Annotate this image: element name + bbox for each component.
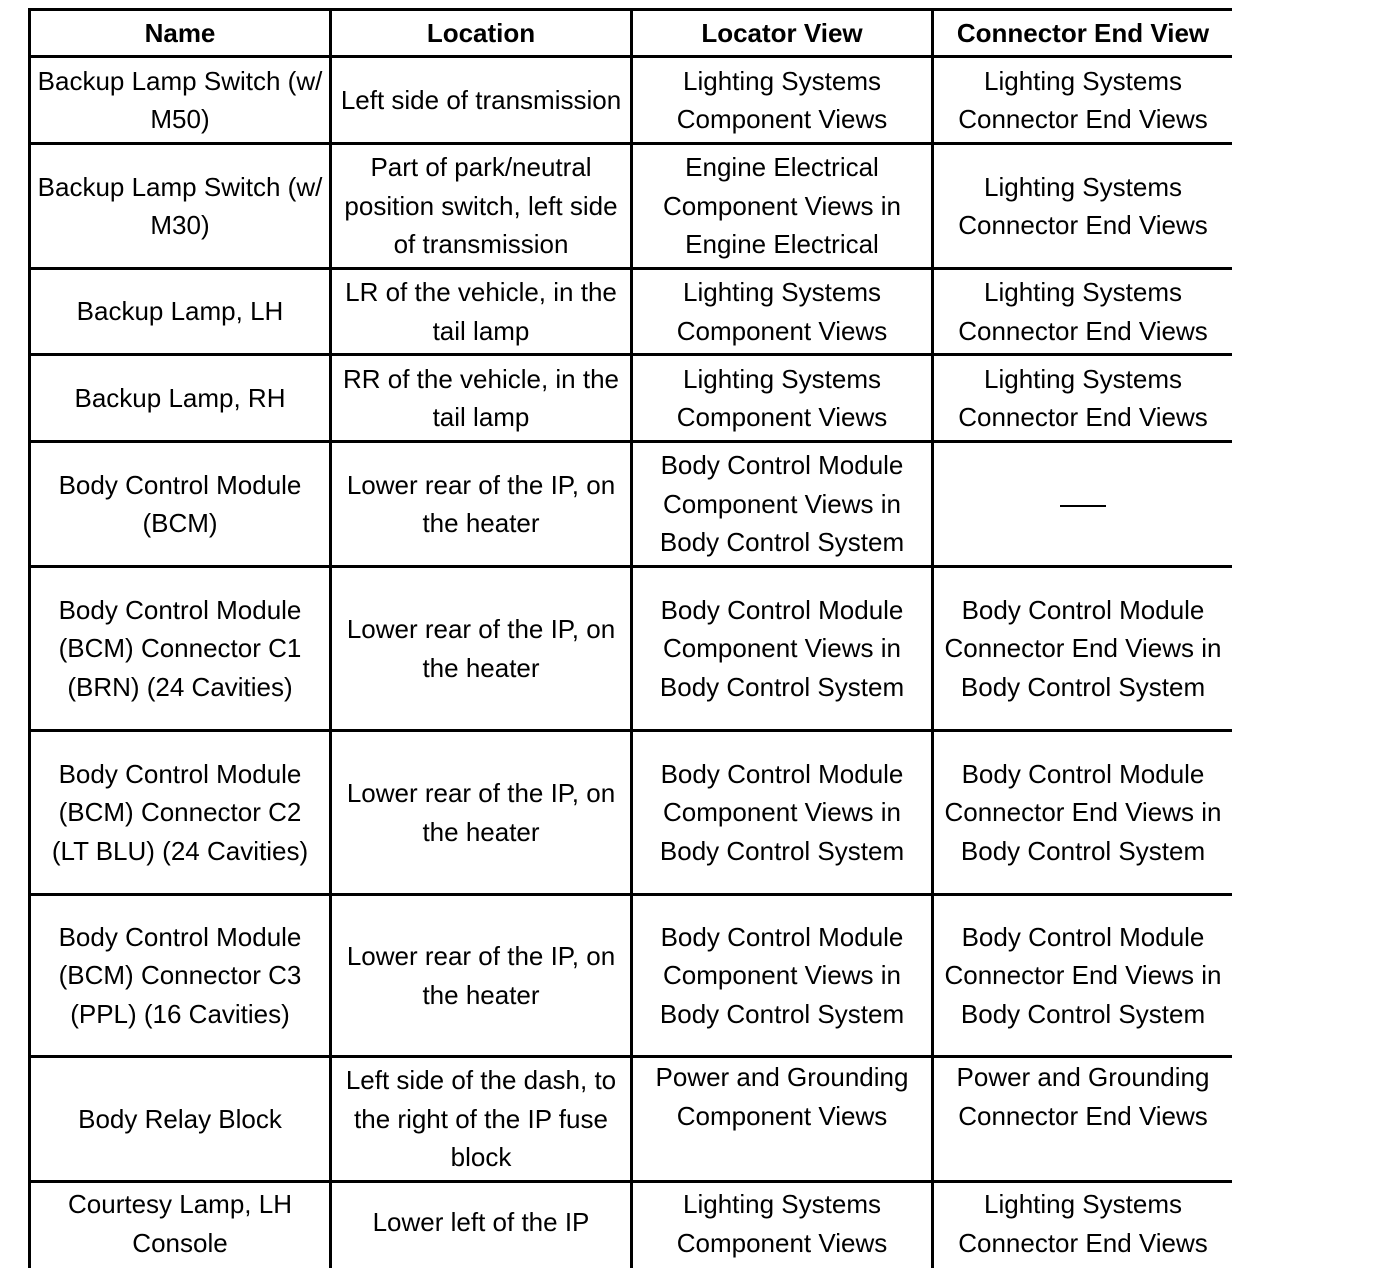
cell-location: Lower left of the IP [331, 1182, 632, 1269]
cell-locator-view: Lighting Systems Component Views [632, 269, 933, 355]
table-row [30, 57, 1233, 144]
cell-location: Left side of transmission [331, 57, 632, 144]
dash-mark [1060, 505, 1106, 507]
header-connector-end-view: Connector End View [933, 10, 1233, 57]
table-row [30, 355, 1233, 442]
cell-connector-end-view: Lighting Systems Connector End Views [933, 269, 1233, 355]
table-row [30, 269, 1233, 355]
cell-name: Body Control Module (BCM) Connector C2 (LT BLU) (24 Cavities) [30, 731, 331, 895]
cell-name: Body Relay Block [30, 1057, 331, 1182]
header-name: Name [30, 10, 331, 57]
cell-name: Body Control Module (BCM) [30, 442, 331, 567]
cell-connector-end-view: Lighting Systems Connector End Views [933, 355, 1233, 442]
cell-name: Body Control Module (BCM) Connector C1 (BRN) (24 Cavities) [30, 567, 331, 731]
cell-locator-view: Body Control Module Component Views in Body Control System [632, 895, 933, 1057]
cell-locator-view: Lighting Systems Component Views [632, 57, 933, 144]
cell-location: Lower rear of the IP, on the heater [331, 731, 632, 895]
table-row [30, 442, 1233, 567]
cell-location: LR of the vehicle, in the tail lamp [331, 269, 632, 355]
cell-name: Backup Lamp Switch (w/ M30) [30, 144, 331, 269]
component-locator-table [28, 8, 1232, 1268]
cell-name: Backup Lamp, RH [30, 355, 331, 442]
cell-locator-view: Power and Grounding Component Views [632, 1057, 933, 1182]
header-location: Location [331, 10, 632, 57]
cell-location: Lower rear of the IP, on the heater [331, 895, 632, 1057]
table-row [30, 144, 1233, 269]
cell-locator-view: Body Control Module Component Views in Body Control System [632, 731, 933, 895]
cell-name: Backup Lamp Switch (w/ M50) [30, 57, 331, 144]
component-locator-table-page [28, 8, 1232, 1268]
cell-name: Body Control Module (BCM) Connector C3 (PPL) (16 Cavities) [30, 895, 331, 1057]
cell-locator-view: Body Control Module Component Views in Body Control System [632, 442, 933, 567]
cell-connector-end-view: Lighting Systems Connector End Views [933, 1182, 1233, 1269]
cell-connector-end-view: Power and Grounding Connector End Views [933, 1057, 1233, 1182]
cell-location: Lower rear of the IP, on the heater [331, 567, 632, 731]
cell-connector-end-view: Body Control Module Connector End Views in Body Control System [933, 567, 1233, 731]
table-row [30, 1057, 1233, 1182]
cell-connector-end-view: Body Control Module Connector End Views in Body Control System [933, 895, 1233, 1057]
cell-connector-end-view: Body Control Module Connector End Views in Body Control System [933, 731, 1233, 895]
table-row [30, 895, 1233, 1057]
cell-name: Courtesy Lamp, LH Console [30, 1182, 331, 1269]
cell-locator-view: Lighting Systems Component Views [632, 355, 933, 442]
table-row [30, 1182, 1233, 1269]
cell-location: Left side of the dash, to the right of the IP fuse block [331, 1057, 632, 1182]
cell-location: Lower rear of the IP, on the heater [331, 442, 632, 567]
cell-locator-view: Engine Electrical Component Views in Engine Electrical [632, 144, 933, 269]
cell-connector-end-view: Lighting Systems Connector End Views [933, 57, 1233, 144]
cell-location: Part of park/neutral position switch, left side of transmission [331, 144, 632, 269]
cell-connector-end-view [933, 442, 1233, 567]
table-row [30, 731, 1233, 895]
cell-location: RR of the vehicle, in the tail lamp [331, 355, 632, 442]
header-locator-view: Locator View [632, 10, 933, 57]
table-row [30, 567, 1233, 731]
header-row [30, 10, 1233, 57]
cell-locator-view: Body Control Module Component Views in Body Control System [632, 567, 933, 731]
cell-name: Backup Lamp, LH [30, 269, 331, 355]
cell-connector-end-view: Lighting Systems Connector End Views [933, 144, 1233, 269]
cell-locator-view: Lighting Systems Component Views [632, 1182, 933, 1269]
